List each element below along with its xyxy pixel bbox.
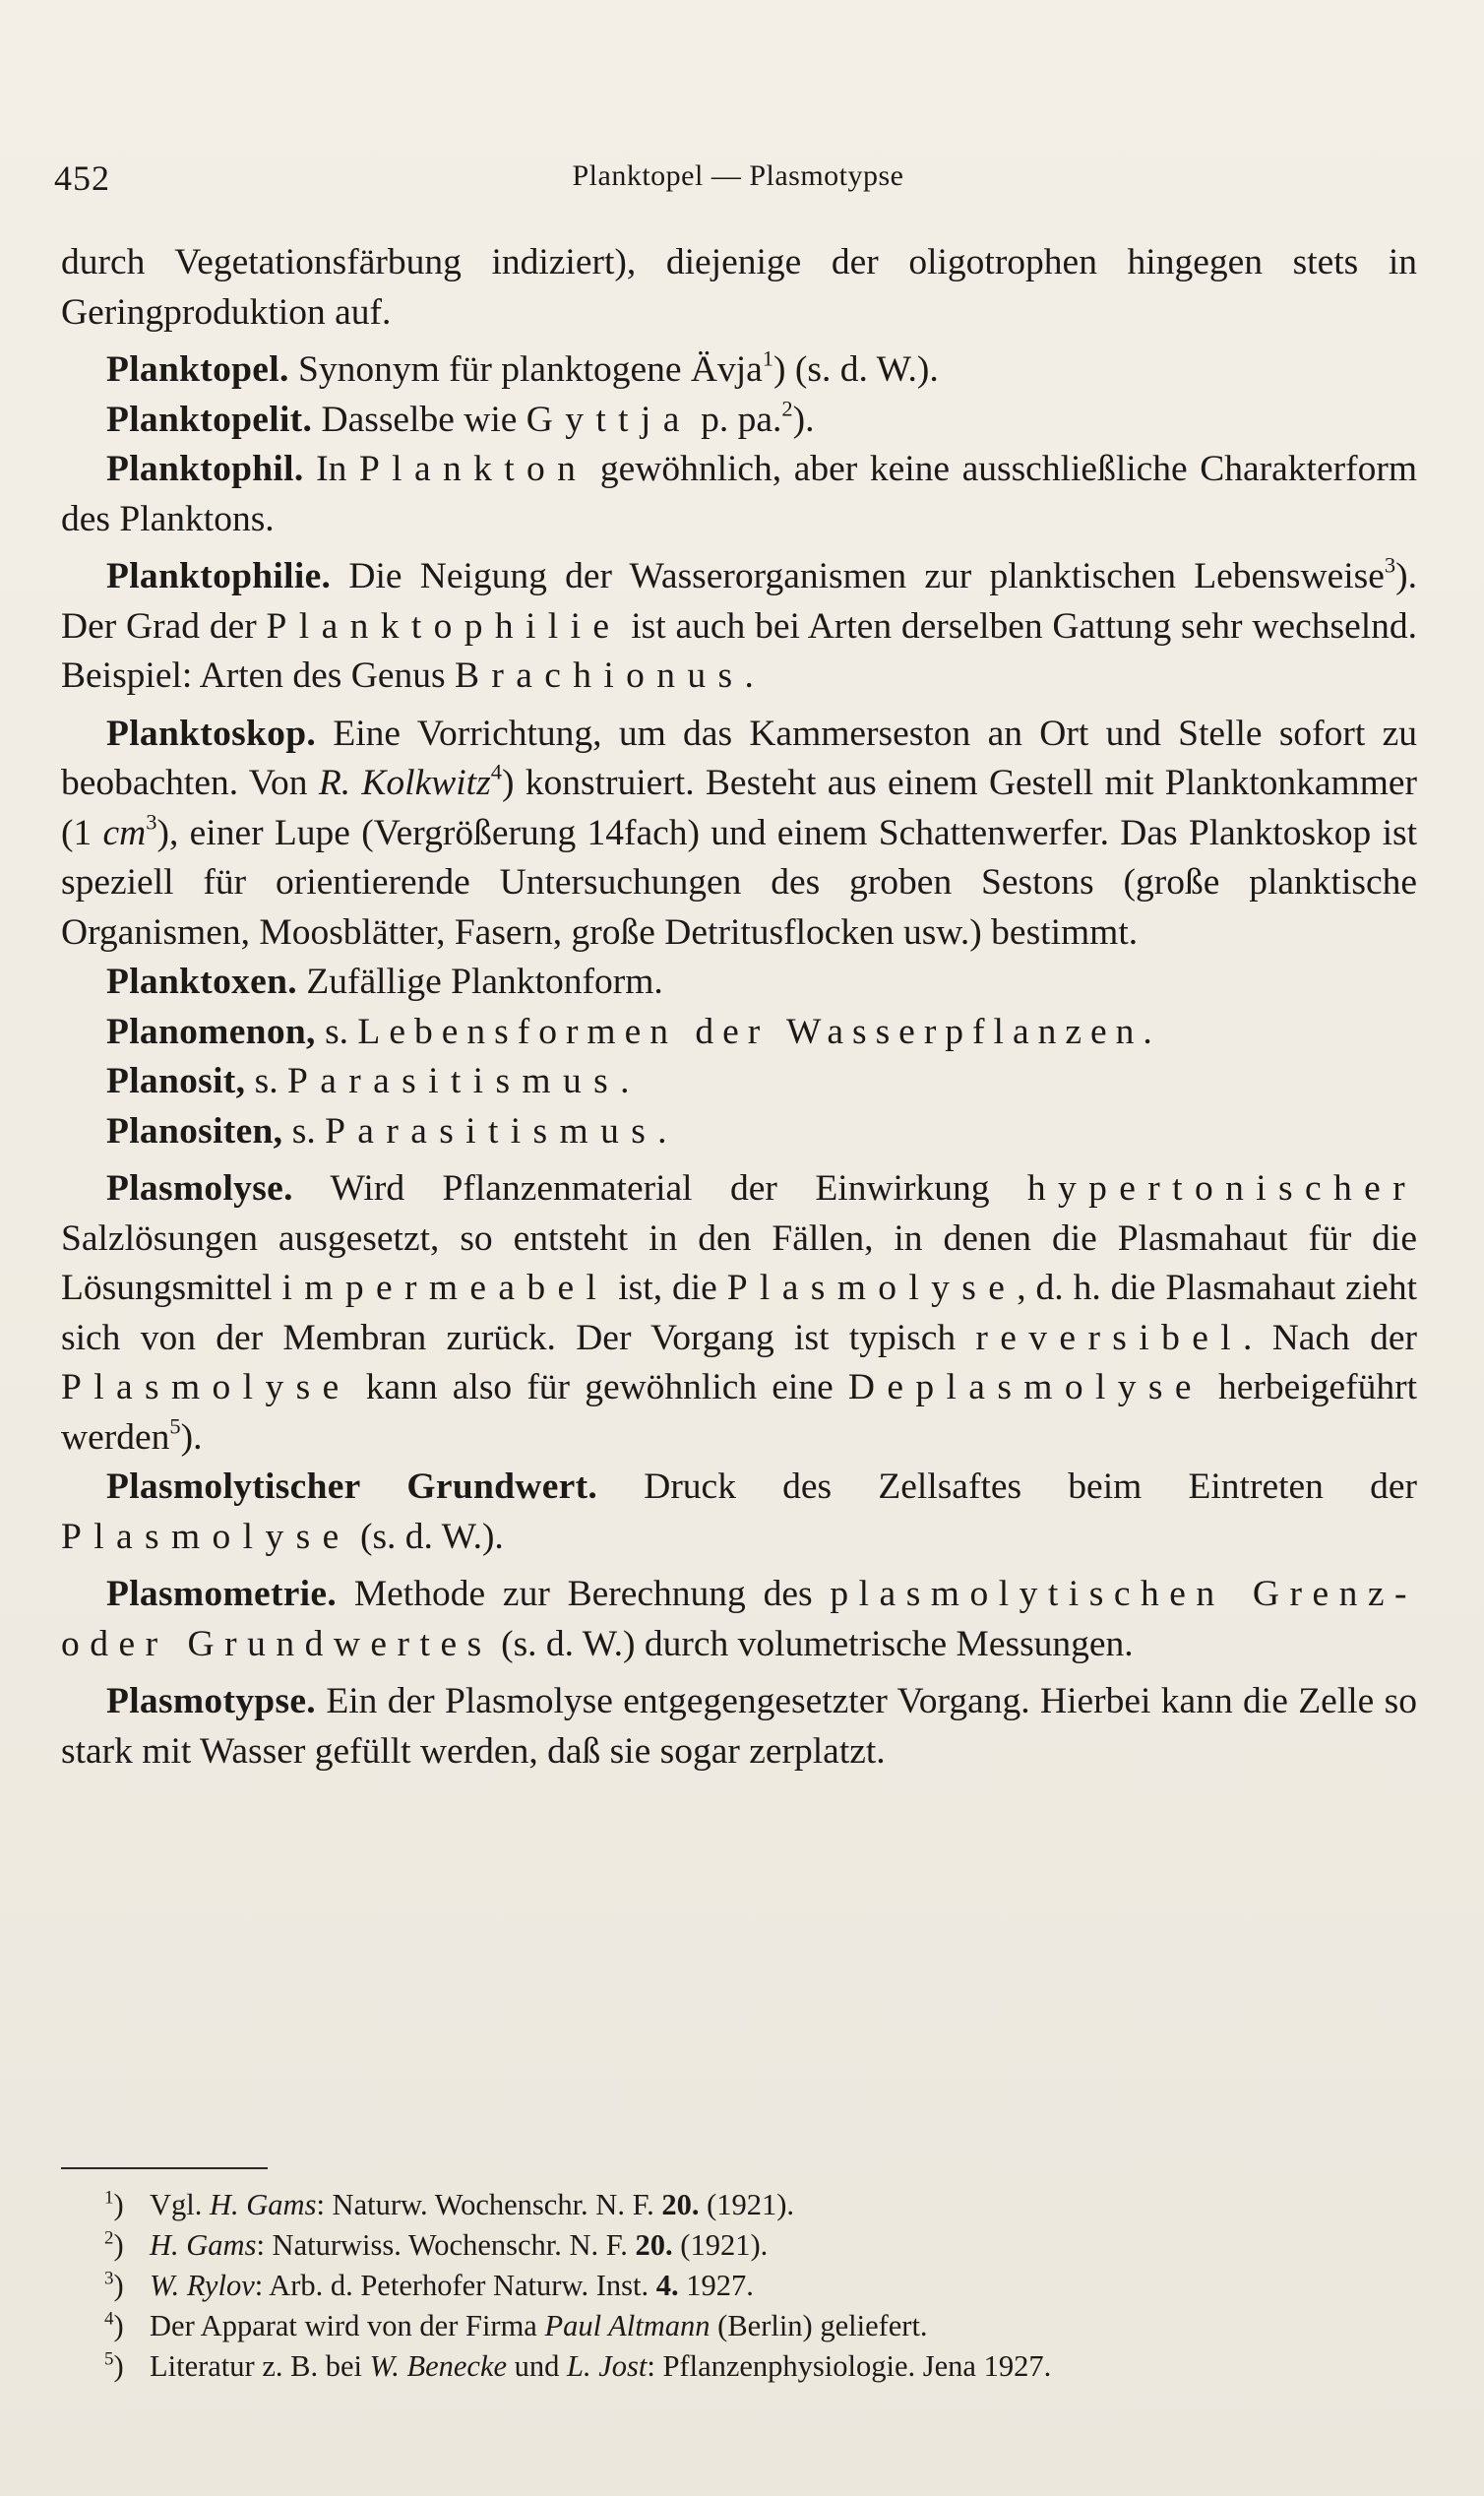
entry-term: Planktophilie. <box>106 556 332 596</box>
footnote-text: Literatur z. B. bei <box>150 2349 370 2383</box>
footnote-ref: 1 <box>762 345 774 371</box>
spaced-term: Parasitismus <box>325 1110 658 1152</box>
footnote-text: (Berlin) geliefert. <box>710 2309 928 2342</box>
footnote-volume: 20. <box>661 2188 700 2221</box>
entry-text: Ein der Plasmolyse entgegengesetzter Vorgang. Hierbei kann die Zelle so stark mit Wasser gefüllt werden, daß sie sogar zerplatzt. <box>61 1681 1417 1772</box>
entry-term: Plasmolytischer Grundwert. <box>106 1466 598 1507</box>
entry-text: (s. d. W.) durch volumetrische Messungen. <box>491 1623 1134 1664</box>
entry-term: Planktoskop. <box>106 713 317 754</box>
entry-text: . <box>744 655 754 696</box>
entry-text: Die Neigung der Wasserorganismen zur planktischen Lebensweise <box>331 556 1385 596</box>
entry-text: herbeigeführt werden <box>61 1367 1418 1458</box>
entry-term: Plasmotypse. <box>106 1681 316 1721</box>
spaced-term: Gyttja <box>526 399 692 440</box>
entry-text: ), einer Lupe (Vergrößerung 14fach) und einem Schattenwerfer. Das Planktoskop ist speziell für orientierende Untersuchungen des groben Sestons (große planktische Organismen, Moosblätter, Fasern, große Detritusflocken usw.) bestimmt. <box>61 812 1417 953</box>
entry-text: gewöhnlich, aber keine ausschließliche Charakterform des Planktons. <box>61 449 1417 539</box>
entry-text: Wird Pflanzenmaterial der Einwirkung <box>292 1168 1027 1209</box>
footnote-text: Der Apparat wird von der Firma <box>150 2309 545 2342</box>
footnote-text: und <box>507 2349 568 2383</box>
entry-planktoskop <box>61 710 1417 959</box>
footnote-text: : Naturw. Wochenschr. N. F. <box>316 2188 662 2221</box>
spaced-term: Planktophilie <box>266 605 622 647</box>
entry-planktopelit <box>61 396 1417 446</box>
entry-text: ). Der Grad der <box>61 556 1417 647</box>
entry-text: Zufällige Planktonform. <box>296 962 663 1002</box>
footnote-2 <box>104 2225 1419 2266</box>
entry-term: Plasmolyse. <box>106 1168 293 1209</box>
entry-text: Eine Vorrichtung, um das Kammerseston an Ort und Stelle sofort zu beobachten. Von <box>61 713 1417 803</box>
footnote-ref: 3 <box>1384 552 1396 578</box>
entry-text: . <box>657 1110 667 1152</box>
footnote-mark: $^3$) <box>104 2268 124 2302</box>
entry-planktophil <box>61 445 1417 544</box>
footnote-author: Paul Altmann <box>544 2309 711 2342</box>
entry-plasmometrie <box>61 1570 1417 1669</box>
footnote-text: Vgl. <box>150 2188 210 2221</box>
entry-planktoxen <box>61 958 1417 1008</box>
spaced-term: reversibel <box>975 1317 1244 1358</box>
spaced-term: plasmolytischen Grenz- oder Grundwertes <box>61 1574 1418 1664</box>
entry-text: ist auch bei Arten derselben Gattung sehr wechselnd. Beispiel: Arten des Genus <box>61 605 1418 696</box>
footnote-text: : Pflanzenphysiologie. Jena 1927. <box>647 2349 1052 2383</box>
entry-text: p. pa. <box>691 399 782 440</box>
entry-planosit <box>61 1057 1417 1107</box>
entry-term: Plasmometrie. <box>106 1574 338 1614</box>
unit-text: cm <box>102 812 147 853</box>
entry-continuation: durch Vegetationsfärbung indiziert), diejenige der oligotrophen hingegen stets in Geringproduktion auf. <box>61 242 1417 333</box>
entry-planktopel <box>61 345 1417 396</box>
entry-text: . <box>620 1061 630 1101</box>
entry-term: Planktopel. <box>106 349 289 390</box>
entry-text: Dasselbe wie <box>312 399 526 440</box>
footnote-1 <box>104 2185 1419 2225</box>
entry-text: s. <box>315 1011 358 1052</box>
entry-text: In <box>303 449 359 489</box>
entry-planomenon <box>61 1008 1417 1058</box>
footnote-author: H. Gams <box>210 2188 317 2221</box>
entry-text: ) (s. d. W.). <box>773 349 939 390</box>
spaced-term: Plankton <box>358 449 588 489</box>
footnote-5 <box>104 2346 1419 2387</box>
footnote-text: : Naturwiss. Wochenschr. N. F. <box>256 2228 636 2262</box>
entry-text: , d. h. die Plasmahaut zieht sich von der Membran zurück. Der Vorgang ist typisch <box>61 1268 1417 1358</box>
entry-text: . Nach der <box>1243 1317 1417 1358</box>
spaced-term: Lebensformen der Wasserpflanzen <box>357 1011 1144 1052</box>
footnote-4 <box>104 2306 1419 2346</box>
entry-term: Planktophil. <box>106 449 304 489</box>
footnote-volume: 4. <box>655 2269 679 2302</box>
entry-text: ist, die <box>608 1268 727 1308</box>
footnote-text: (1921). <box>699 2188 795 2221</box>
unit-exponent: 3 <box>146 808 157 834</box>
footnote-ref: 4 <box>490 759 502 784</box>
author-name: R. Kolkwitz <box>318 763 491 803</box>
entry-text: . <box>1143 1011 1152 1052</box>
spaced-term: Parasitismus <box>286 1061 621 1101</box>
footnote-ref: 2 <box>781 395 793 420</box>
entry-text: ). <box>180 1416 203 1458</box>
spaced-term: hypertonischer <box>1026 1168 1417 1209</box>
spaced-term: Brachionus <box>454 655 745 696</box>
spaced-term: Deplasmolyse <box>847 1367 1204 1407</box>
spaced-term: Plasmolyse <box>61 1367 351 1407</box>
entry-text: kann also für gewöhnlich eine <box>350 1367 848 1407</box>
footnote-text: (1921). <box>672 2228 769 2262</box>
entry-plasmolytischer-grundwert <box>61 1463 1417 1562</box>
footnote-volume: 20. <box>635 2228 673 2262</box>
footnote-3 <box>104 2266 1419 2306</box>
spaced-term: Plasmolyse <box>61 1516 351 1557</box>
footnote-rule <box>61 2167 268 2169</box>
footnote-mark: $^2$) <box>104 2227 124 2262</box>
footnote-mark: $^1$) <box>104 2187 124 2221</box>
entry-text: s. <box>245 1061 287 1101</box>
footnote-author: W. Rylov <box>150 2269 255 2302</box>
footnote-text: 1927. <box>678 2269 754 2302</box>
entry-text: Salzlösungen ausgesetzt, so entsteht in den Fällen, in denen die Plasmahaut für die Lösungsmittel <box>61 1217 1417 1308</box>
entry-text: ). <box>792 399 815 440</box>
footnote-text: : Arb. d. Peterhofer Naturw. Inst. <box>254 2269 656 2302</box>
running-head: Planktopel — Plasmotypse <box>572 159 904 192</box>
entry-text: ) konstruiert. Besteht aus einem Gestell mit Planktonkammer (1 <box>61 763 1417 853</box>
entry-term: Planomenon, <box>106 1011 316 1052</box>
entry-plasmotypse <box>61 1677 1417 1777</box>
footnote-mark: $^5$) <box>104 2348 124 2383</box>
footnote-mark: $^4$) <box>104 2308 124 2342</box>
page-header <box>54 157 1422 205</box>
spaced-term: Plasmolyse <box>726 1268 1018 1308</box>
entry-planositen <box>61 1107 1417 1157</box>
entry-term: Planosit, <box>106 1061 246 1101</box>
entry-term: Planositen, <box>106 1110 283 1152</box>
entry-term: Planktoxen. <box>106 962 297 1002</box>
entry-term: Planktopelit. <box>106 399 313 440</box>
entry-text: Synonym für planktogene Ävja <box>288 349 763 390</box>
footnote-ref: 5 <box>169 1412 181 1438</box>
entry-plasmolyse <box>61 1164 1417 1463</box>
entry-text: s. <box>282 1110 326 1152</box>
footnote-author: H. Gams <box>150 2228 257 2262</box>
footnote-author: W. Benecke <box>369 2349 508 2383</box>
page-body <box>61 238 1417 1777</box>
entry-text: (s. d. W.). <box>350 1516 504 1557</box>
footnotes <box>104 2185 1419 2387</box>
footnote-author: L. Jost <box>567 2349 648 2383</box>
entry-planktophilie <box>61 552 1417 702</box>
page-number: 452 <box>54 158 110 198</box>
entry-text: Druck des Zellsaftes beim Eintreten der <box>597 1466 1417 1507</box>
entry-text: Methode zur Berechnung des <box>337 1574 831 1614</box>
spaced-term: impermeabel <box>281 1268 609 1308</box>
